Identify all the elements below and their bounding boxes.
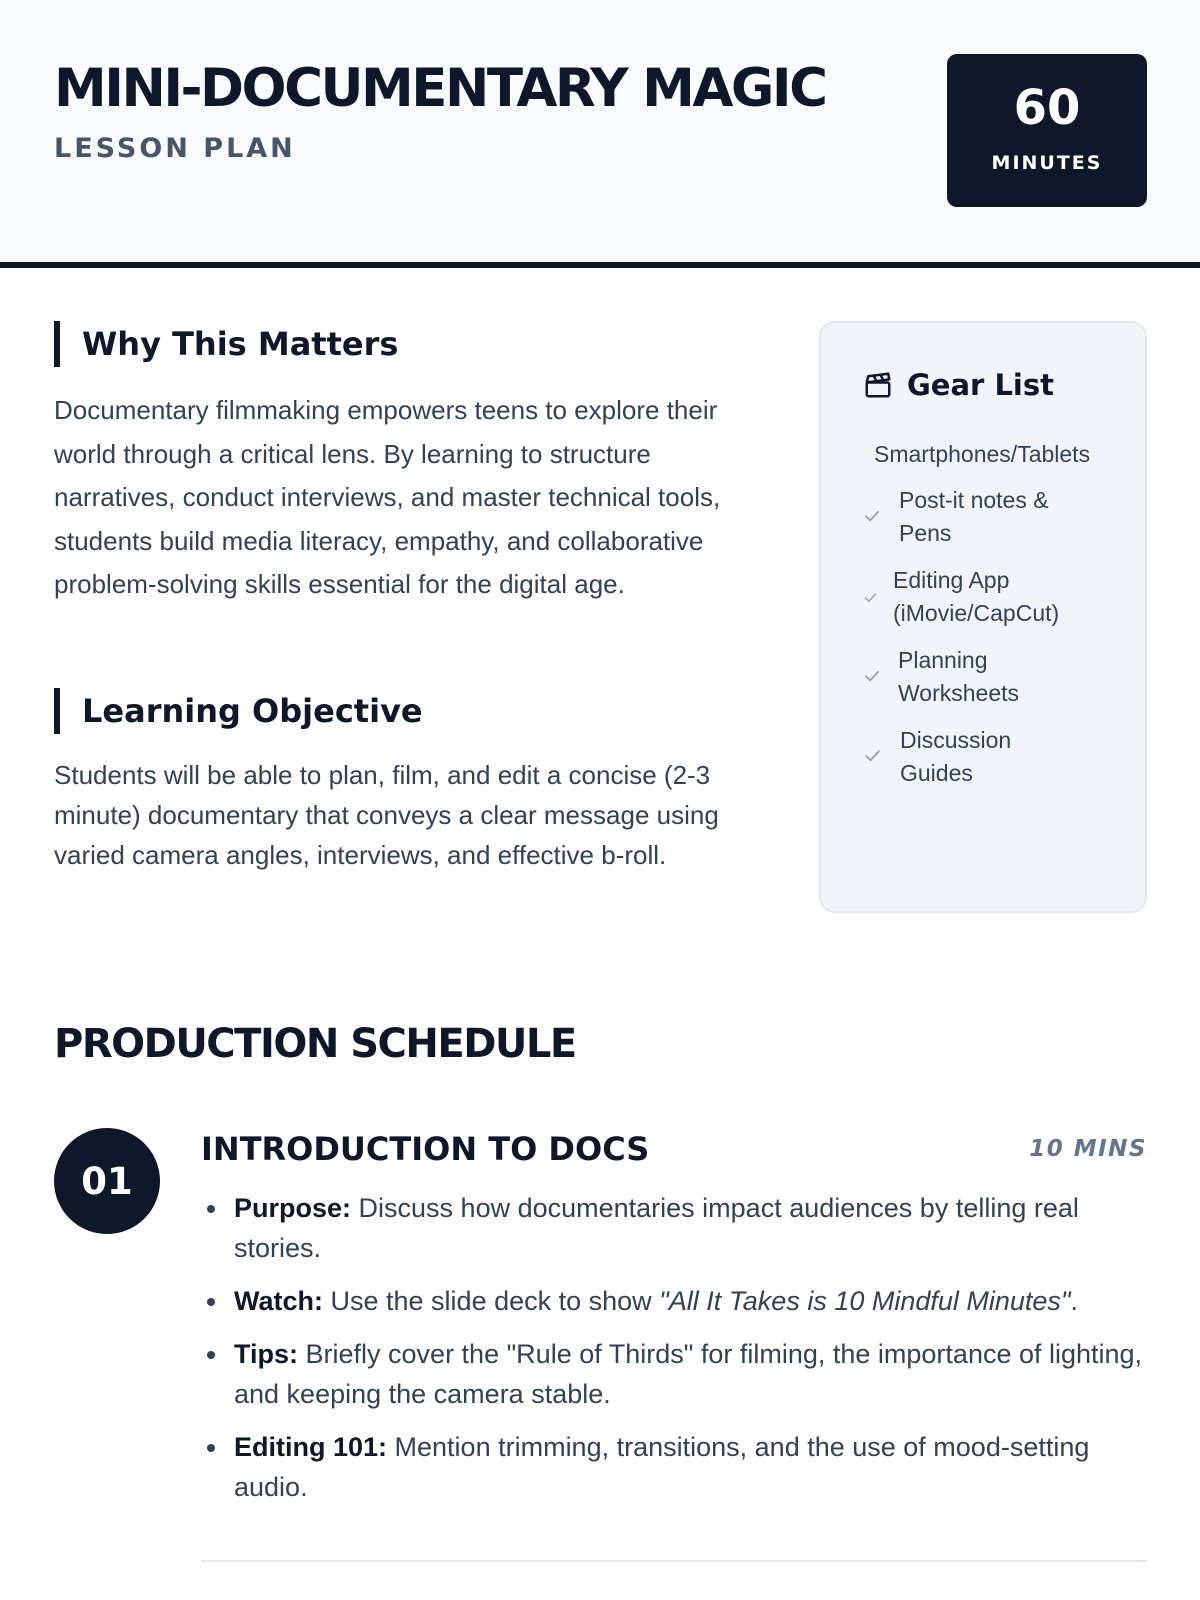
duration-unit: MINUTES [991, 152, 1103, 174]
duration-badge [947, 54, 1147, 207]
gear-item-label: Post-it notes & Pens [899, 487, 1049, 546]
bullet-text: Discuss how documentaries impact audiences by telling real stories. [234, 1193, 1079, 1263]
list-item [201, 1281, 1147, 1321]
gear-item-label: Discussion Guides [900, 727, 1012, 786]
bullet-label: Editing 101: [234, 1432, 388, 1462]
gear-item [863, 644, 1113, 710]
objective-heading: Learning Objective [54, 688, 423, 734]
bullet-label: Watch: [234, 1286, 323, 1316]
step-bullets [201, 1188, 1147, 1520]
step-number: 01 [54, 1128, 160, 1234]
bullet-text: Mention trimming, transitions, and the use of mood-setting audio. [234, 1432, 1090, 1502]
duration-value: 60 [1013, 80, 1081, 136]
page-title: MINI-DOCUMENTARY MAGIC [54, 58, 826, 119]
gear-item-label: Planning Worksheets [898, 647, 1020, 706]
gear-item [863, 484, 1113, 550]
video-title: "All It Takes is 10 Mindful Minutes" [659, 1286, 1071, 1316]
gear-title-label: Gear List [907, 368, 1054, 402]
check-icon [863, 581, 885, 614]
section-divider [201, 1560, 1147, 1562]
gear-card [819, 321, 1147, 913]
bullet-label: Tips: [234, 1339, 299, 1369]
gear-item-label: Editing App (iMovie/CapCut) [893, 567, 1060, 626]
check-icon [863, 661, 885, 694]
bullet-text: Use the slide deck to show [323, 1286, 660, 1316]
list-item [201, 1188, 1147, 1268]
why-text: Documentary filmmaking empowers teens to explore their world through a critical lens. By learning to structure narratives, conduct interviews, and master technical tools, students build media literacy, empathy, and collaborative problem-solving skills essential for the digital age. [54, 395, 721, 599]
bullet-text: Briefly cover the "Rule of Thirds" for filming, the importance of lighting, and keeping the camera stable. [234, 1339, 1143, 1409]
lesson-header [0, 0, 1200, 268]
gear-item-label: Smartphones/Tablets [874, 441, 1091, 467]
gear-item [863, 564, 1133, 630]
why-heading: Why This Matters [54, 321, 398, 367]
gear-list [821, 323, 1145, 911]
page-subtitle: LESSON PLAN [54, 133, 296, 164]
schedule-title: PRODUCTION SCHEDULE [54, 1021, 576, 1067]
check-icon [863, 741, 885, 774]
bullet-text-end: . [1070, 1286, 1079, 1316]
gear-item [863, 724, 1113, 790]
objective-text: Students will be able to plan, film, and edit a concise (2-3 minute) documentary that conveys a clear message using varied camera angles, interviews, and effective b-roll. [54, 760, 719, 870]
list-item [201, 1334, 1147, 1414]
gear-item [874, 438, 1090, 471]
bullet-label: Purpose: [234, 1193, 352, 1223]
list-item [201, 1427, 1147, 1507]
step-title: INTRODUCTION TO DOCS [201, 1130, 650, 1168]
step-duration: 10 MINS [1029, 1136, 1147, 1162]
check-icon [863, 501, 885, 534]
